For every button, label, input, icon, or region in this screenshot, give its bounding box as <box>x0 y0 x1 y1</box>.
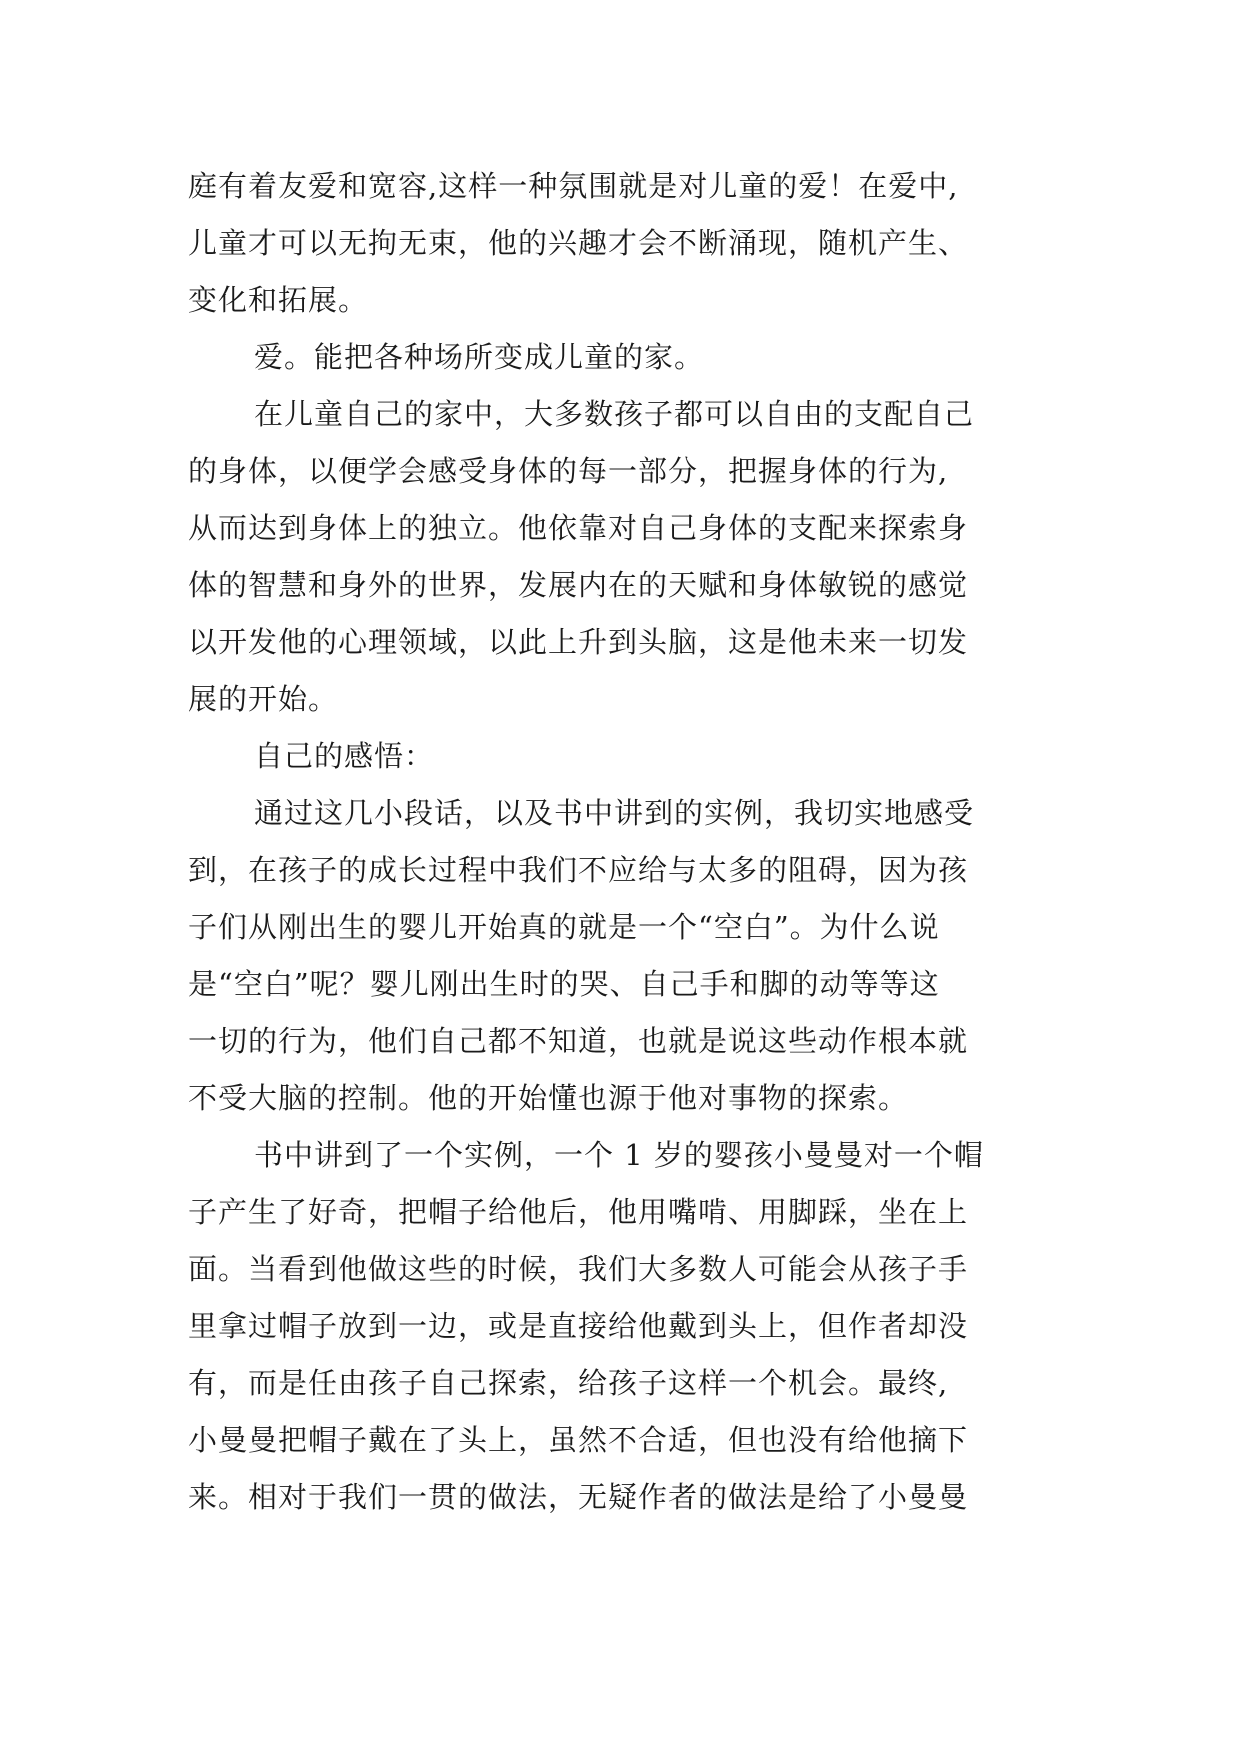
text-line: 到，在孩子的成长过程中我们不应给与太多的阻碍，因为孩 <box>188 853 969 887</box>
text-line: 来。相对于我们一贯的做法，无疑作者的做法是给了小曼曼 <box>188 1480 969 1514</box>
text-line: 庭有着友爱和宽容,这样一种氛围就是对儿童的爱！在爱中, <box>188 169 959 203</box>
text-line: 子产生了好奇，把帽子给他后，他用嘴啃、用脚踩，坐在上 <box>188 1195 969 1229</box>
text-line: 从而达到身体上的独立。他依靠对自己身体的支配来探索身 <box>188 511 969 545</box>
text-line: 有，而是任由孩子自己探索，给孩子这样一个机会。最终, <box>188 1366 949 1400</box>
paragraph-start-line: 爱。能把各种场所变成儿童的家。 <box>254 340 705 374</box>
text-line: 是“空白”呢？婴儿刚出生时的哭、自己手和脚的动等等这 <box>188 967 940 1001</box>
text-line: 子们从刚出生的婴儿开始真的就是一个“空白”。为什么说 <box>188 910 940 944</box>
text-line: 的身体，以便学会感受身体的每一部分，把握身体的行为, <box>188 454 949 488</box>
text-line: 儿童才可以无拘无束，他的兴趣才会不断涌现，随机产生、 <box>188 226 969 260</box>
text-line: 变化和拓展。 <box>188 283 369 317</box>
paragraph-start-line: 书中讲到了一个实例，一个 1 岁的婴孩小曼曼对一个帽 <box>254 1138 984 1172</box>
text-line: 面。当看到他做这些的时候，我们大多数人可能会从孩子手 <box>188 1252 969 1286</box>
paragraph-start-line: 自己的感悟： <box>254 739 435 773</box>
text-line: 小曼曼把帽子戴在了头上，虽然不合适，但也没有给他摘下 <box>188 1423 969 1457</box>
text-line: 展的开始。 <box>188 682 339 716</box>
paragraph-start-line: 在儿童自己的家中，大多数孩子都可以自由的支配自己 <box>254 397 975 431</box>
paragraph-start-line: 通过这几小段话，以及书中讲到的实例，我切实地感受 <box>254 796 975 830</box>
text-line: 一切的行为，他们自己都不知道，也就是说这些动作根本就 <box>188 1024 969 1058</box>
text-line: 体的智慧和身外的世界，发展内在的天赋和身体敏锐的感觉 <box>188 568 969 602</box>
body-text <box>188 158 1078 1526</box>
text-line: 里拿过帽子放到一边，或是直接给他戴到头上，但作者却没 <box>188 1309 969 1343</box>
text-line: 不受大脑的控制。他的开始懂也源于他对事物的探索。 <box>188 1081 909 1115</box>
text-line: 以开发他的心理领域，以此上升到头脑，这是他未来一切发 <box>188 625 969 659</box>
